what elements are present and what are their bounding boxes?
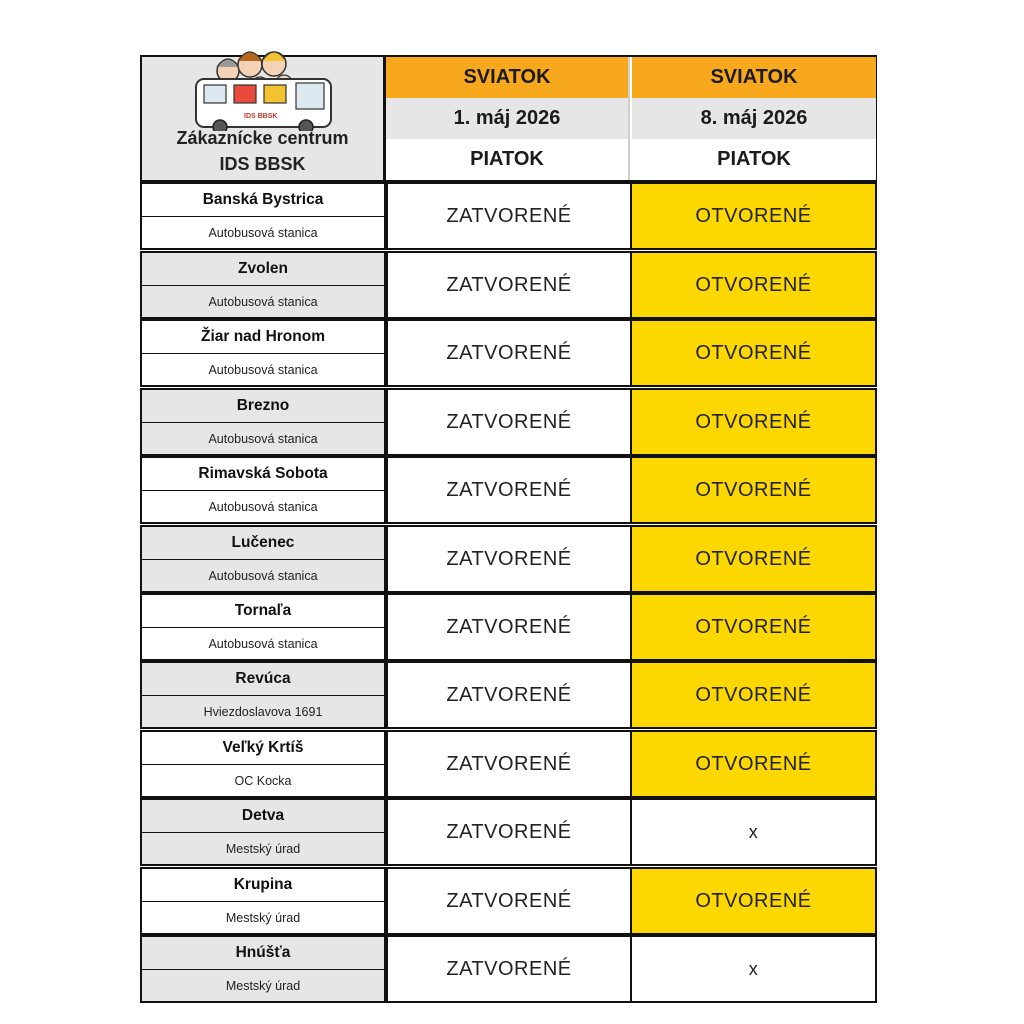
location-name: Lučenec bbox=[142, 527, 384, 560]
status-day1: ZATVORENÉ bbox=[386, 388, 632, 456]
status-day1: ZATVORENÉ bbox=[386, 798, 632, 866]
table-row bbox=[140, 867, 877, 935]
center-title bbox=[142, 125, 383, 177]
table-row bbox=[140, 388, 877, 456]
location-cell bbox=[140, 182, 386, 250]
status-day2: OTVORENÉ bbox=[630, 251, 877, 319]
table-row bbox=[140, 730, 877, 798]
status-day1: ZATVORENÉ bbox=[386, 935, 632, 1003]
opening-hours-table bbox=[140, 55, 877, 1005]
table-row bbox=[140, 251, 877, 319]
status-day2: OTVORENÉ bbox=[630, 661, 877, 729]
status-day1: ZATVORENÉ bbox=[386, 730, 632, 798]
location-cell bbox=[140, 867, 386, 935]
location-address: Autobusová stanica bbox=[208, 294, 318, 309]
day-column-2 bbox=[632, 57, 876, 180]
location-cell bbox=[140, 935, 386, 1003]
location-name: Veľký Krtíš bbox=[142, 732, 384, 765]
table-row bbox=[140, 182, 877, 250]
location-name: Tornaľa bbox=[142, 595, 384, 628]
location-cell bbox=[140, 661, 386, 729]
weekday-label: PIATOK bbox=[632, 139, 876, 180]
date-label: 1. máj 2026 bbox=[386, 98, 628, 139]
status-day1: ZATVORENÉ bbox=[386, 593, 632, 661]
status-day2: OTVORENÉ bbox=[630, 525, 877, 593]
status-day1: ZATVORENÉ bbox=[386, 319, 632, 387]
location-name: Revúca bbox=[142, 663, 384, 696]
day-column-1 bbox=[386, 57, 630, 180]
location-name: Rimavská Sobota bbox=[142, 458, 384, 491]
status-day2: x bbox=[630, 935, 877, 1003]
location-name: Žiar nad Hronom bbox=[142, 321, 384, 354]
status-day1: ZATVORENÉ bbox=[386, 661, 632, 729]
status-day1: ZATVORENÉ bbox=[386, 456, 632, 524]
location-address: Autobusová stanica bbox=[208, 362, 318, 377]
location-address: Autobusová stanica bbox=[208, 499, 318, 514]
status-day2: OTVORENÉ bbox=[630, 388, 877, 456]
bus-logo-text: IDS BBSK bbox=[244, 113, 278, 120]
location-name: Hnúšťa bbox=[142, 937, 384, 970]
table-header bbox=[140, 55, 877, 182]
bus-with-family-icon bbox=[188, 21, 338, 131]
table-row bbox=[140, 319, 877, 387]
status-day1: ZATVORENÉ bbox=[386, 251, 632, 319]
table-row bbox=[140, 798, 877, 866]
status-day2: OTVORENÉ bbox=[630, 867, 877, 935]
status-day2: OTVORENÉ bbox=[630, 730, 877, 798]
location-address: Hviezdoslavova 1691 bbox=[203, 704, 323, 719]
status-day1: ZATVORENÉ bbox=[386, 867, 632, 935]
location-cell bbox=[140, 388, 386, 456]
status-day1: ZATVORENÉ bbox=[386, 182, 632, 250]
status-day2: x bbox=[630, 798, 877, 866]
location-cell bbox=[140, 730, 386, 798]
location-address: Autobusová stanica bbox=[208, 431, 318, 446]
location-name: Krupina bbox=[142, 869, 384, 902]
location-cell bbox=[140, 456, 386, 524]
location-address: Mestský úrad bbox=[225, 910, 301, 925]
location-address: OC Kocka bbox=[234, 773, 292, 788]
location-address: Mestský úrad bbox=[225, 841, 301, 856]
location-cell bbox=[140, 798, 386, 866]
location-address: Mestský úrad bbox=[225, 978, 301, 993]
location-name: Zvolen bbox=[142, 253, 384, 286]
center-title-line2: IDS BBSK bbox=[219, 154, 306, 174]
holiday-label: SVIATOK bbox=[386, 57, 628, 98]
location-cell bbox=[140, 319, 386, 387]
status-day1: ZATVORENÉ bbox=[386, 525, 632, 593]
date-label: 8. máj 2026 bbox=[632, 98, 876, 139]
location-name: Brezno bbox=[142, 390, 384, 423]
table-row bbox=[140, 935, 877, 1003]
logo-cell bbox=[142, 57, 386, 180]
location-address: Autobusová stanica bbox=[208, 568, 318, 583]
location-cell bbox=[140, 525, 386, 593]
weekday-label: PIATOK bbox=[386, 139, 628, 180]
location-address: Autobusová stanica bbox=[208, 636, 318, 651]
location-name: Banská Bystrica bbox=[142, 184, 384, 217]
location-address: Autobusová stanica bbox=[208, 225, 318, 240]
table-row bbox=[140, 593, 877, 661]
status-day2: OTVORENÉ bbox=[630, 319, 877, 387]
status-day2: OTVORENÉ bbox=[630, 456, 877, 524]
location-name: Detva bbox=[142, 800, 384, 833]
location-cell bbox=[140, 251, 386, 319]
holiday-label: SVIATOK bbox=[632, 57, 876, 98]
status-day2: OTVORENÉ bbox=[630, 182, 877, 250]
center-title-line1: Zákaznícke centrum bbox=[176, 128, 349, 148]
status-day2: OTVORENÉ bbox=[630, 593, 877, 661]
table-row bbox=[140, 661, 877, 729]
table-row bbox=[140, 456, 877, 524]
table-row bbox=[140, 525, 877, 593]
location-cell bbox=[140, 593, 386, 661]
